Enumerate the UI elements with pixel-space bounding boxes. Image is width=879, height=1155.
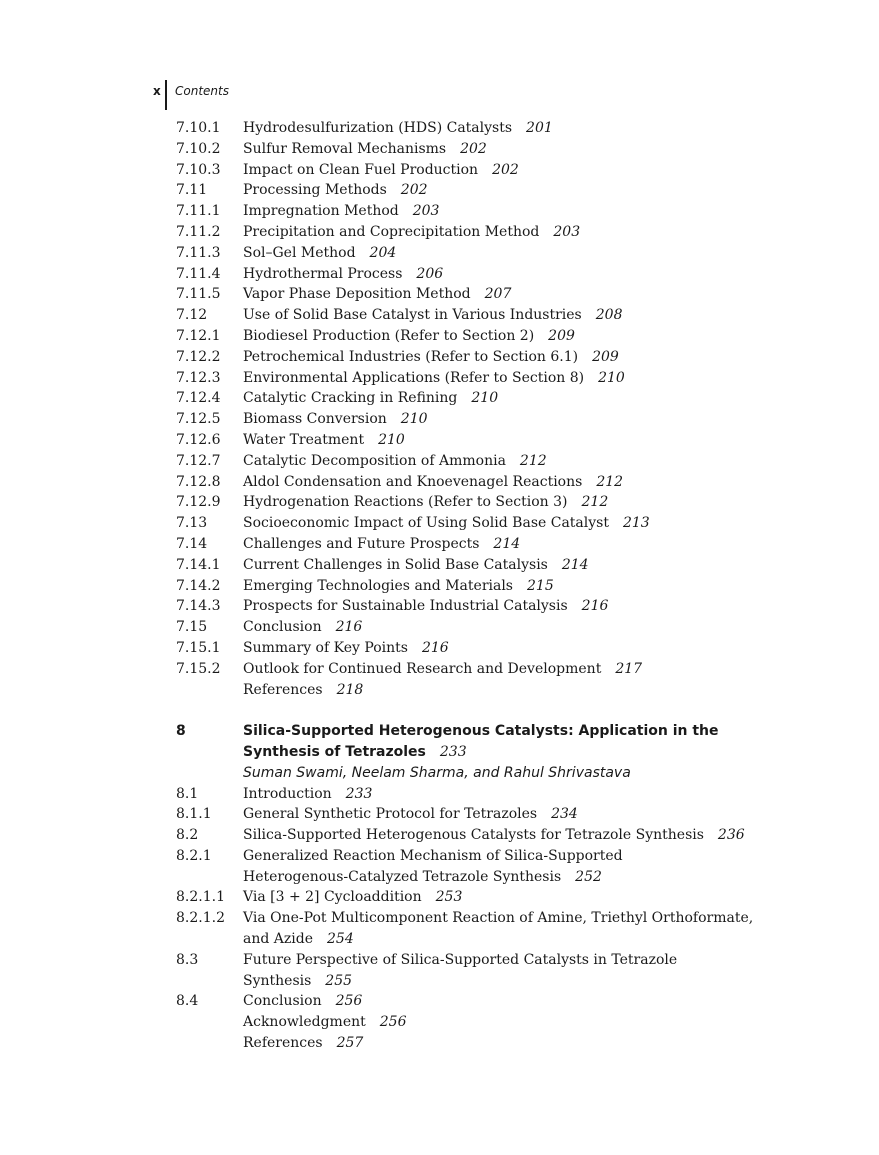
running-title: Contents (175, 84, 229, 98)
section-number: 7.15.2 (176, 660, 221, 677)
section-title-wrap (243, 492, 816, 513)
section-title: Impregnation Method (243, 203, 399, 220)
toc-entry (176, 596, 816, 617)
section-title: Synthesis of Tetrazoles (243, 743, 426, 760)
section-number: 8.2.1.1 (176, 889, 225, 906)
toc-entry (176, 555, 816, 576)
section-title: General Synthetic Protocol for Tetrazoles (243, 806, 538, 823)
toc-entry (176, 472, 816, 493)
section-title: Sol–Gel Method (243, 244, 356, 261)
section-title-wrap (243, 451, 816, 472)
section-title: Impact on Clean Fuel Production (243, 161, 479, 178)
section-title-wrap (243, 680, 816, 701)
section-title: Water Treatment (243, 431, 365, 448)
section-number: 7.12.6 (176, 431, 221, 448)
page-ref: 233 (345, 785, 373, 802)
section-title: Outlook for Continued Research and Development (243, 660, 602, 677)
section-title-wrap (243, 284, 816, 305)
section-title: Sulfur Removal Mechanisms (243, 140, 447, 157)
toc-entry (176, 887, 816, 908)
page-ref: 256 (379, 1014, 407, 1031)
section-title-wrap (243, 180, 816, 201)
section-title: Aldol Condensation and Knoevenagel Reactions (243, 473, 583, 490)
toc-entry (176, 867, 816, 888)
section-title-wrap (243, 991, 816, 1012)
section-title: Silica-Supported Heterogenous Catalysts for Tetrazole Synthesis (243, 827, 704, 844)
section-number: 8 (176, 723, 186, 740)
page-ref: 254 (327, 931, 354, 948)
section-title-wrap (243, 534, 816, 555)
section-title-wrap (243, 326, 816, 347)
section-title-wrap (243, 596, 816, 617)
section-title: Prospects for Sustainable Industrial Catalysis (243, 598, 568, 615)
page-ref: 212 (581, 494, 609, 511)
section-title-wrap (243, 576, 816, 597)
page-ref: 214 (561, 556, 589, 573)
page-number: x (153, 84, 161, 98)
toc-entry (176, 950, 816, 971)
toc-entry (176, 222, 816, 243)
page-ref: 206 (416, 265, 444, 282)
toc-entry (176, 784, 816, 805)
section-title-wrap (243, 139, 816, 160)
section-title-wrap (243, 804, 816, 825)
section-title: Challenges and Future Prospects (243, 535, 480, 552)
page-ref: 234 (551, 806, 578, 823)
section-number: 7.13 (176, 515, 208, 532)
section-title-wrap (243, 950, 816, 971)
toc-entry (176, 326, 816, 347)
section-number: 7.11.1 (176, 203, 221, 220)
section-number (176, 971, 243, 992)
section-number: 7.12.3 (176, 369, 221, 386)
section-title-wrap (243, 908, 816, 929)
section-number: 7.15 (176, 619, 208, 636)
section-title: Hydrothermal Process (243, 265, 403, 282)
section-title-wrap (243, 347, 816, 368)
section-title-wrap (243, 1012, 816, 1033)
section-title-wrap (243, 201, 816, 222)
toc-entry (176, 243, 816, 264)
section-title-wrap (243, 763, 816, 784)
page-ref: 212 (519, 452, 547, 469)
section-title-wrap (243, 472, 816, 493)
section-number (176, 742, 243, 763)
section-title-wrap (243, 971, 816, 992)
section-title: Socioeconomic Impact of Using Solid Base Catalyst (243, 515, 609, 532)
section-title: Emerging Technologies and Materials (243, 577, 513, 594)
section-number (176, 867, 243, 888)
section-title: Environmental Applications (Refer to Section 8) (243, 369, 585, 386)
page-ref: 202 (492, 161, 519, 178)
section-title: References (243, 681, 323, 698)
page-ref: 253 (435, 889, 463, 906)
page-ref: 217 (615, 660, 643, 677)
section-title-wrap (243, 1033, 816, 1054)
toc-entry (176, 1012, 816, 1033)
section-number: 7.14.1 (176, 556, 221, 573)
section-number: 8.3 (176, 951, 199, 968)
page-ref: 252 (575, 868, 602, 885)
section-number: 7.12.2 (176, 348, 221, 365)
page-ref: 256 (335, 993, 363, 1010)
section-title: Hydrogenation Reactions (Refer to Section 3) (243, 494, 568, 511)
section-title-wrap (243, 430, 816, 451)
section-title-wrap (243, 887, 816, 908)
section-number: 8.1.1 (176, 806, 212, 823)
section-title-wrap (243, 555, 816, 576)
section-number: 7.12.7 (176, 452, 221, 469)
section-title: Via One-Pot Multicomponent Reaction of Amine, Triethyl Orthoformate, (243, 910, 754, 927)
section-title: Processing Methods (243, 182, 387, 199)
toc-entry (176, 264, 816, 285)
section-title: Suman Swami, Neelam Sharma, and Rahul Shrivastava (243, 764, 631, 781)
toc-entry (176, 1033, 816, 1054)
section-number (176, 763, 243, 784)
section-title: Conclusion (243, 993, 322, 1010)
section-title-wrap (243, 118, 816, 139)
section-number: 7.11.5 (176, 286, 221, 303)
section-title-wrap (243, 742, 816, 763)
section-number (176, 929, 243, 950)
section-title: Biodiesel Production (Refer to Section 2) (243, 327, 535, 344)
page-ref: 233 (439, 743, 467, 760)
page-ref: 209 (592, 348, 619, 365)
section-title: References (243, 1035, 323, 1052)
page-ref: 207 (484, 286, 512, 303)
toc-entry (176, 430, 816, 451)
section-title: Acknowledgment (243, 1014, 366, 1031)
section-title-wrap (243, 409, 816, 430)
section-title: Future Perspective of Silica-Supported Catalysts in Tetrazole (243, 951, 678, 968)
section-number: 7.11 (176, 182, 208, 199)
toc-entry (176, 409, 816, 430)
header-rule (165, 80, 167, 110)
toc-entry (176, 971, 816, 992)
section-number: 7.12.5 (176, 411, 221, 428)
section-number: 7.10.3 (176, 161, 221, 178)
section-title-wrap (243, 867, 816, 888)
section-number: 7.11.2 (176, 223, 221, 240)
toc-entry (176, 617, 816, 638)
toc-entry (176, 118, 816, 139)
page-ref: 213 (622, 515, 650, 532)
section-number: 7.10.2 (176, 140, 221, 157)
section-number: 7.12.9 (176, 494, 221, 511)
section-title: Heterogenous-Catalyzed Tetrazole Synthesis (243, 868, 562, 885)
section-number: 7.14.2 (176, 577, 221, 594)
section-title-wrap (243, 846, 816, 867)
section-number: 7.12 (176, 307, 208, 324)
section-title: Catalytic Decomposition of Ammonia (243, 452, 506, 469)
section-title: Synthesis (243, 972, 312, 989)
toc-entry (176, 201, 816, 222)
toc-entry (176, 368, 816, 389)
section-title: Generalized Reaction Mechanism of Silica-Supported (243, 847, 623, 864)
toc-entry (176, 513, 816, 534)
page-ref: 255 (325, 972, 353, 989)
section-title-wrap (243, 160, 816, 181)
section-number: 7.12.4 (176, 390, 221, 407)
toc-entry (176, 991, 816, 1012)
section-title: Precipitation and Coprecipitation Method (243, 223, 540, 240)
section-title-wrap (243, 721, 816, 742)
toc-entry (176, 160, 816, 181)
page-ref: 202 (400, 182, 428, 199)
section-title: Hydrodesulfurization (HDS) Catalysts (243, 120, 513, 136)
toc-entry (176, 908, 816, 929)
table-of-contents (176, 118, 816, 1054)
section-title-wrap (243, 388, 816, 409)
page-ref: 201 (526, 120, 553, 136)
page-ref: 212 (596, 473, 624, 490)
section-title-wrap (243, 638, 816, 659)
section-title: Catalytic Cracking in Refining (243, 390, 458, 407)
section-title: Petrochemical Industries (Refer to Section 6.1) (243, 348, 579, 365)
toc-entry (176, 534, 816, 555)
page-ref: 236 (717, 827, 745, 844)
section-title: Silica-Supported Heterogenous Catalysts: Application in the (243, 723, 719, 740)
section-number (176, 1033, 243, 1054)
toc-entry (176, 846, 816, 867)
section-title: Current Challenges in Solid Base Catalysis (243, 556, 548, 573)
toc-entry (176, 680, 816, 701)
section-number: 7.15.1 (176, 639, 221, 656)
section-title: Via [3 + 2] Cycloaddition (243, 889, 422, 906)
toc-entry (176, 388, 816, 409)
toc-entry (176, 180, 816, 201)
page-ref: 204 (369, 244, 397, 261)
page-ref: 214 (493, 535, 521, 552)
section-title-wrap (243, 784, 816, 805)
page-ref: 210 (598, 369, 625, 386)
toc-entry (176, 638, 816, 659)
page-ref: 203 (553, 223, 581, 240)
toc-entry (176, 825, 816, 846)
section-number: 7.12.1 (176, 327, 221, 344)
section-title-wrap (243, 368, 816, 389)
toc-entry (176, 451, 816, 472)
toc-chapter-entry (176, 742, 816, 763)
section-number (176, 1012, 243, 1033)
page-ref: 202 (460, 140, 487, 157)
section-title-wrap (243, 513, 816, 534)
section-number: 8.1 (176, 785, 199, 802)
page-ref: 257 (336, 1035, 364, 1052)
section-title-wrap (243, 222, 816, 243)
toc-entry (176, 492, 816, 513)
toc-entry (176, 305, 816, 326)
section-title-wrap (243, 929, 816, 950)
page-ref: 215 (527, 577, 554, 594)
section-number: 7.10.1 (176, 120, 221, 136)
section-title: Introduction (243, 785, 332, 802)
section-title: Conclusion (243, 619, 322, 636)
section-number: 8.2.1 (176, 847, 212, 864)
section-title: Summary of Key Points (243, 639, 408, 656)
section-number: 7.11.4 (176, 265, 221, 282)
toc-entry (176, 576, 816, 597)
section-number: 8.2.1.2 (176, 910, 225, 927)
toc-entry (176, 139, 816, 160)
section-title: Use of Solid Base Catalyst in Various Industries (243, 307, 582, 324)
toc-entry (176, 804, 816, 825)
page-ref: 218 (336, 681, 364, 698)
section-title: Vapor Phase Deposition Method (243, 286, 471, 303)
section-number: 7.11.3 (176, 244, 221, 261)
page-ref: 216 (421, 639, 449, 656)
section-number: 8.2 (176, 827, 199, 844)
page-ref: 210 (400, 411, 428, 428)
section-title-wrap (243, 243, 816, 264)
toc-entry (176, 284, 816, 305)
section-title: and Azide (243, 931, 313, 948)
section-title-wrap (243, 264, 816, 285)
section-gap (176, 700, 816, 721)
toc-entry (176, 929, 816, 950)
section-number (176, 680, 243, 701)
section-title: Biomass Conversion (243, 411, 387, 428)
page-ref: 210 (378, 431, 405, 448)
section-title-wrap (243, 617, 816, 638)
section-number: 7.12.8 (176, 473, 221, 490)
toc-authors (176, 763, 816, 784)
page-ref: 209 (548, 327, 575, 344)
toc-entry (176, 659, 816, 680)
page-ref: 210 (471, 390, 499, 407)
toc-entry (176, 347, 816, 368)
section-number: 8.4 (176, 993, 199, 1010)
section-number: 7.14 (176, 535, 208, 552)
page-ref: 208 (595, 307, 623, 324)
section-title-wrap (243, 825, 816, 846)
page-ref: 216 (581, 598, 609, 615)
toc-chapter-entry (176, 721, 816, 742)
page-ref: 203 (412, 203, 440, 220)
section-title-wrap (243, 659, 816, 680)
section-title-wrap (243, 305, 816, 326)
section-number: 7.14.3 (176, 598, 221, 615)
page-ref: 216 (335, 619, 363, 636)
